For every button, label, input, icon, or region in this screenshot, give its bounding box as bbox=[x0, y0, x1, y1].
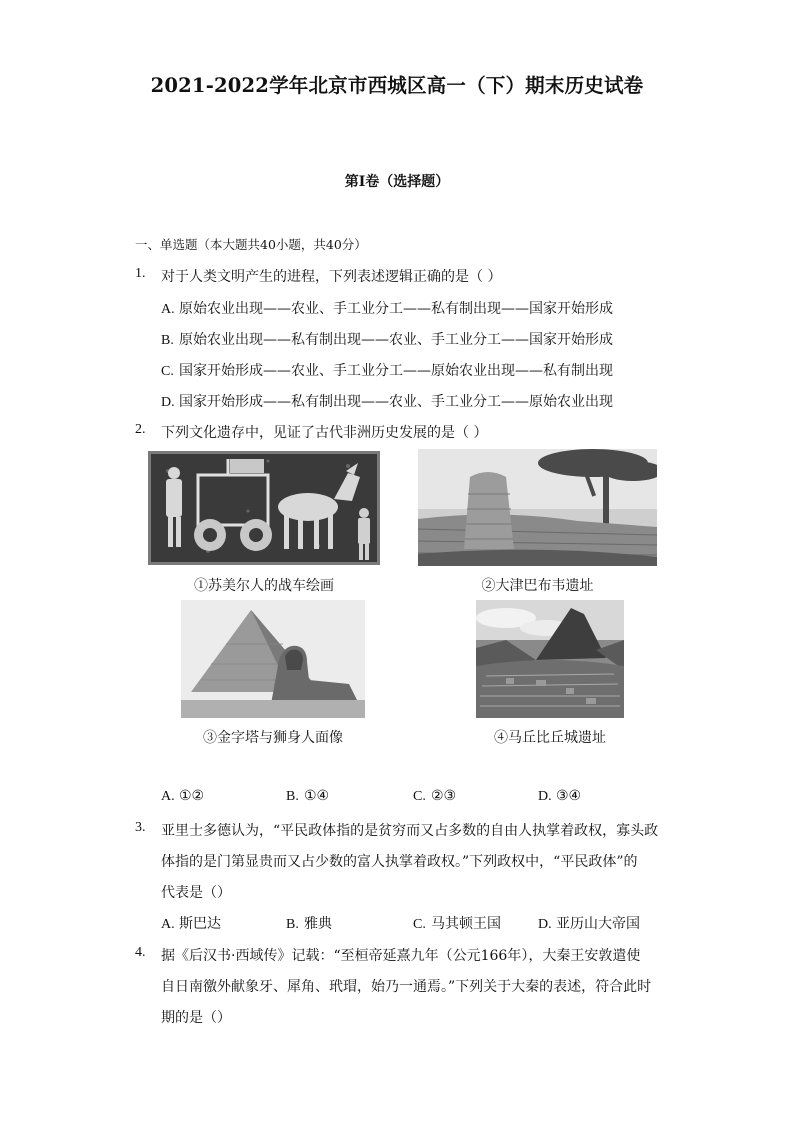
option-text: 国家开始形成——私有制出现——农业、手工业分工——原始农业出现 bbox=[179, 394, 613, 410]
option-letter: A. bbox=[161, 917, 175, 932]
option-text: ①② bbox=[179, 788, 205, 804]
image-caption-1: ①苏美尔人的战车绘画 bbox=[194, 578, 334, 594]
option-letter: C. bbox=[413, 789, 426, 804]
option-text: 雅典 bbox=[304, 916, 332, 932]
question-1-stem: 对于人类文明产生的进程，下列表述逻辑正确的是（ ） bbox=[161, 269, 502, 285]
option-text: 国家开始形成——农业、手工业分工——原始农业出现——私有制出现 bbox=[179, 363, 613, 379]
option-text: ①④ bbox=[304, 788, 330, 804]
question-number: 4. bbox=[135, 945, 146, 960]
q1-option-d bbox=[161, 391, 613, 411]
option-text: 原始农业出现——私有制出现——农业、手工业分工——国家开始形成 bbox=[179, 332, 613, 348]
option-text: ②③ bbox=[431, 788, 457, 804]
option-letter: B. bbox=[286, 917, 299, 932]
q2-option-b bbox=[286, 788, 329, 805]
image-caption-3: ③金字塔与狮身人面像 bbox=[203, 730, 343, 746]
option-letter: D. bbox=[538, 917, 552, 932]
q1-option-c bbox=[161, 360, 613, 380]
question-2 bbox=[135, 422, 161, 437]
sumerian-chariot-image bbox=[148, 451, 380, 565]
option-letter: A. bbox=[161, 789, 175, 804]
pyramid-sphinx-image bbox=[181, 600, 365, 718]
q2-option-d bbox=[538, 788, 581, 805]
q3-option-c bbox=[413, 913, 501, 933]
question-4 bbox=[135, 945, 161, 960]
option-text: 原始农业出现——农业、手工业分工——私有制出现——国家开始形成 bbox=[179, 301, 613, 317]
option-text: 马其顿王国 bbox=[431, 916, 501, 932]
image-caption-4: ④马丘比丘城遗址 bbox=[494, 730, 606, 746]
option-text: 亚历山大帝国 bbox=[556, 916, 640, 932]
question-3-line-2: 体指的是门第显贵而又占少数的富人执掌着政权。”下列政权中，“平民政体”的 bbox=[161, 854, 638, 870]
option-letter: C. bbox=[161, 364, 174, 379]
question-3-line-3: 代表是（） bbox=[161, 885, 231, 901]
option-letter: B. bbox=[286, 789, 299, 804]
great-zimbabwe-image bbox=[418, 449, 657, 566]
option-letter: C. bbox=[413, 917, 426, 932]
q1-option-a bbox=[161, 298, 613, 318]
q3-option-d bbox=[538, 913, 640, 933]
option-text: 斯巴达 bbox=[179, 916, 221, 932]
option-text: ③④ bbox=[556, 788, 582, 804]
part-title: 第I卷（选择题） bbox=[344, 174, 450, 190]
question-number: 2. bbox=[135, 422, 146, 437]
question-3-line-1: 亚里士多德认为，“平民政体指的是贫穷而又占多数的自由人执掌着政权，寡头政 bbox=[161, 823, 659, 839]
option-letter: D. bbox=[161, 395, 175, 410]
q1-option-b bbox=[161, 329, 613, 349]
question-4-line-2: 自日南徼外献象牙、犀角、玳瑁，始乃一通焉。”下列关于大秦的表述，符合此时 bbox=[161, 979, 652, 995]
question-number: 3. bbox=[135, 820, 146, 835]
question-4-line-1: 据《后汉书·西域传》记载：“至桓帝延熹九年（公元166年），大秦王安敦遣使 bbox=[161, 948, 641, 964]
option-letter: D. bbox=[538, 789, 552, 804]
question-3 bbox=[135, 820, 161, 835]
option-letter: B. bbox=[161, 333, 174, 348]
image-caption-2: ②大津巴布韦遗址 bbox=[481, 578, 594, 594]
q2-option-a bbox=[161, 788, 204, 805]
question-number: 1. bbox=[135, 266, 146, 281]
machu-picchu-image bbox=[476, 600, 624, 718]
option-letter: A. bbox=[161, 302, 175, 317]
q3-option-a bbox=[161, 913, 221, 933]
q3-option-b bbox=[286, 913, 332, 933]
exam-title: 2021-2022学年北京市西城区高一（下）期末历史试卷 bbox=[150, 74, 644, 97]
q2-option-c bbox=[413, 788, 456, 805]
section-heading: 一、单选题（本大题共40小题，共40分） bbox=[135, 237, 367, 252]
question-2-stem: 下列文化遗存中，见证了古代非洲历史发展的是（ ） bbox=[161, 425, 488, 441]
question-1 bbox=[135, 266, 161, 281]
question-4-line-3: 期的是（） bbox=[161, 1010, 231, 1026]
